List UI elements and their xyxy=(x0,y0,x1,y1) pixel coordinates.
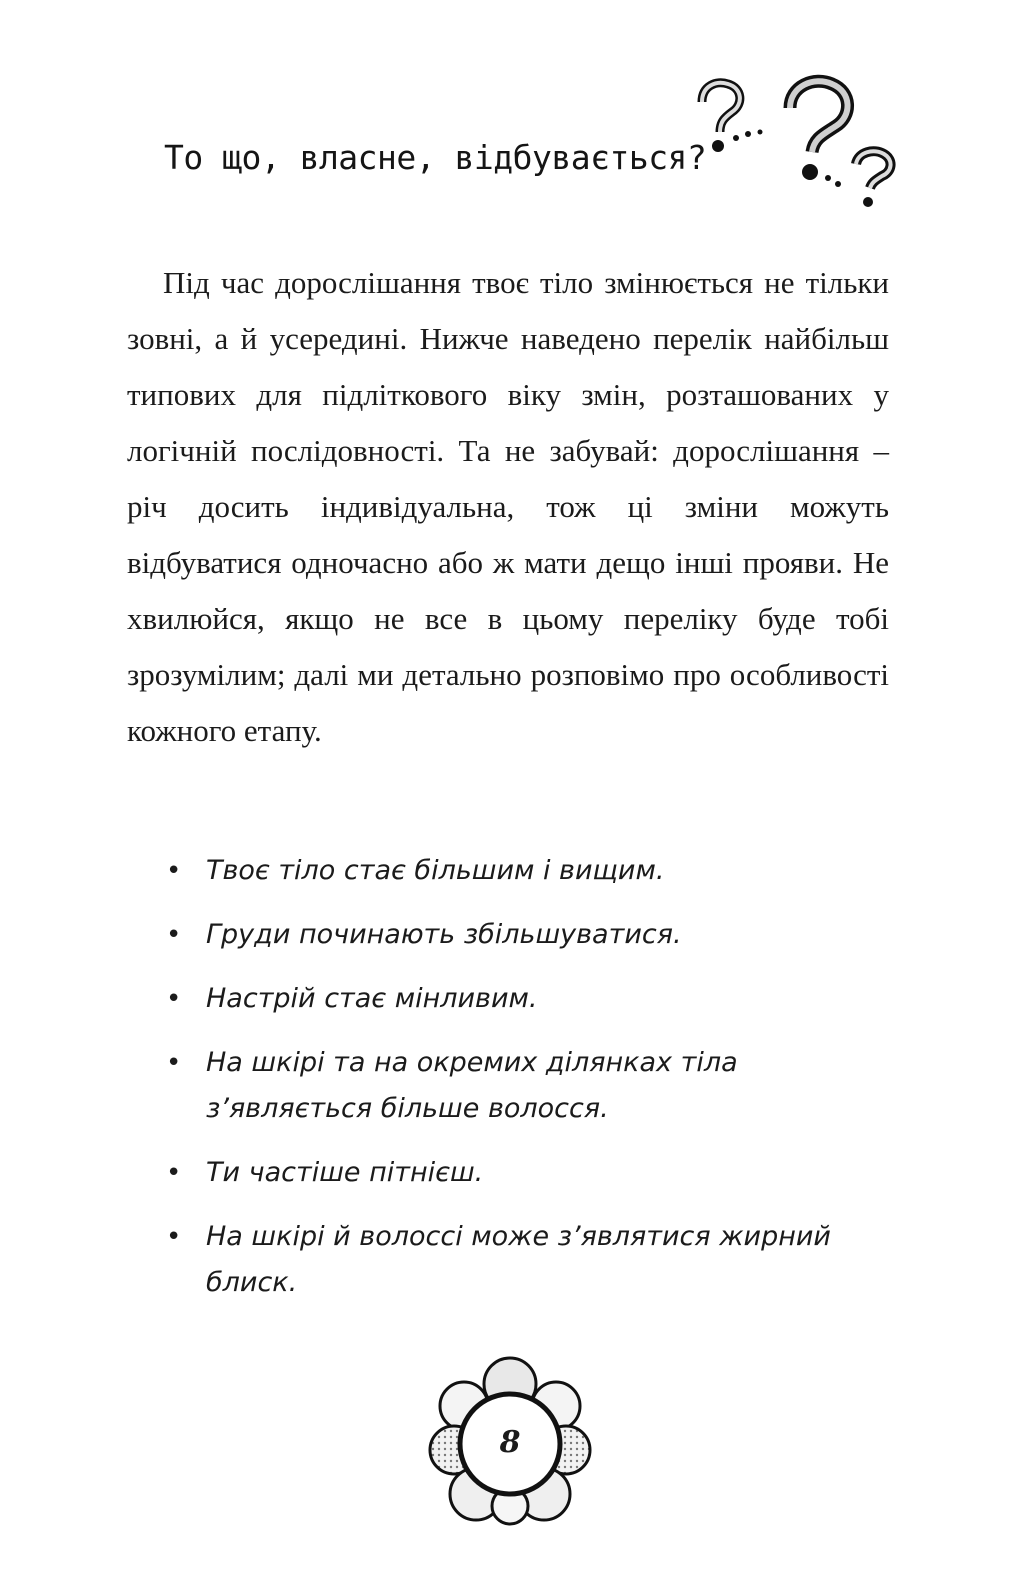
list-item-text: Твоє тіло стає більшим і вищим. xyxy=(206,855,665,886)
bullet-dot: • xyxy=(166,856,182,886)
page-number: 8 xyxy=(499,1424,521,1460)
list-item xyxy=(160,1040,880,1132)
list-item xyxy=(160,1150,880,1196)
body-paragraph: Під час дорослішання твоє тіло змінюється не тільки зовні, а й усередині. Нижче наведено перелік найбільш типових для підліткового віку змін, розташованих у логічній послідовності. Та не забувай: дорослішання – річ досить індивідуальна, тож ці зміни можуть відбуватися одночасно або ж мати дещо інші прояви. Не хвилюйся, якщо не все в цьому переліку буде тобі зрозумілим; далі ми детально розповімо про особливості кожного етапу. xyxy=(127,265,889,748)
section-heading: То що, власне, відбувається? xyxy=(164,138,707,177)
bullet-list xyxy=(160,848,880,1324)
list-item-text: На шкірі й волоссі може з’являтися жирний блиск. xyxy=(206,1221,831,1298)
list-item-text: На шкірі та на окремих ділянках тіла з’являється більше волосся. xyxy=(206,1047,738,1124)
bullet-dot: • xyxy=(166,920,182,950)
list-item xyxy=(160,976,880,1022)
list-item-text: Настрій стає мінливим. xyxy=(206,983,538,1014)
bullet-dot: • xyxy=(166,1222,182,1252)
list-item xyxy=(160,1214,880,1306)
list-item-text: Груди починають збільшуватися. xyxy=(206,919,682,950)
question-marks-icon xyxy=(690,72,910,212)
list-item-text: Ти частіше пітнієш. xyxy=(206,1157,484,1188)
bullet-dot: • xyxy=(166,984,182,1014)
bullet-dot: • xyxy=(166,1158,182,1188)
list-item xyxy=(160,848,880,894)
bullet-dot: • xyxy=(166,1048,182,1078)
list-item xyxy=(160,912,880,958)
